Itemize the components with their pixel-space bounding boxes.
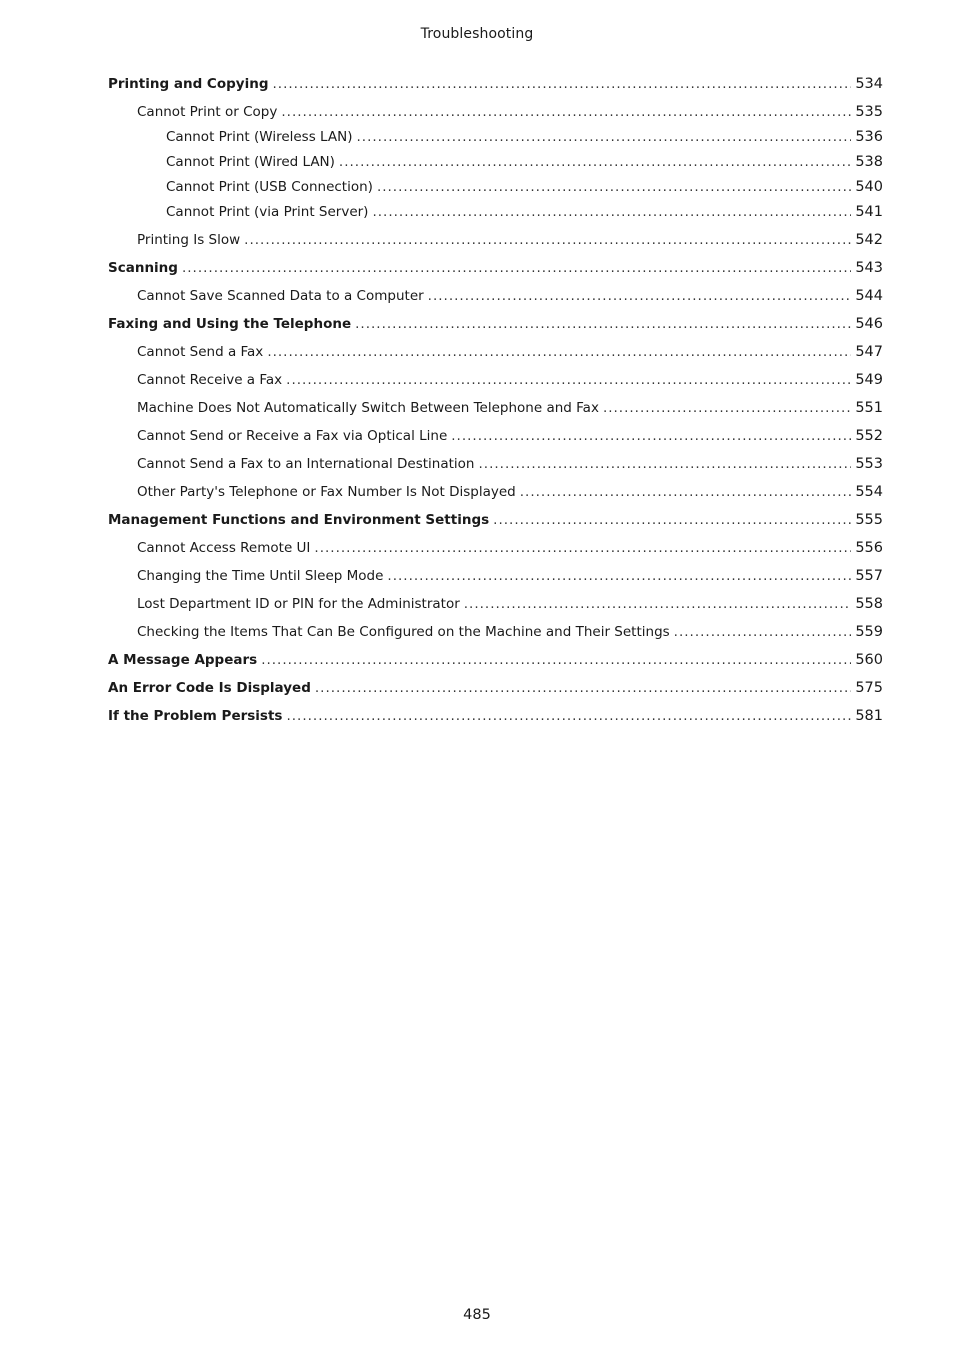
page-number: 485 bbox=[463, 1307, 491, 1323]
toc-entry-title: Cannot Send a Fax bbox=[137, 344, 264, 360]
toc-entry[interactable] bbox=[108, 568, 883, 588]
toc-entry[interactable] bbox=[108, 708, 883, 728]
toc-entry-page: 554 bbox=[855, 484, 883, 500]
toc-entry-title: Checking the Items That Can Be Configured on the Machine and Their Settings bbox=[137, 624, 670, 640]
toc-entry[interactable] bbox=[108, 154, 883, 174]
toc-entry-title: Cannot Print or Copy bbox=[137, 104, 278, 120]
toc-entry[interactable] bbox=[108, 428, 883, 448]
toc-entry-page: 538 bbox=[855, 154, 883, 170]
toc-leader-dots bbox=[272, 76, 851, 92]
toc-entry-title: Management Functions and Environment Settings bbox=[108, 512, 490, 528]
toc-entry-page: 544 bbox=[855, 288, 883, 304]
toc-entry-page: 553 bbox=[855, 456, 883, 472]
toc-leader-dots bbox=[261, 652, 851, 668]
toc-entry-page: 560 bbox=[855, 652, 883, 668]
toc-entry-title: Cannot Print (Wired LAN) bbox=[166, 154, 335, 170]
toc-leader-dots bbox=[356, 129, 851, 145]
toc-entry-title: Lost Department ID or PIN for the Administrator bbox=[137, 596, 460, 612]
toc-entry-page: 536 bbox=[855, 129, 883, 145]
toc-entry-title: Cannot Print (USB Connection) bbox=[166, 179, 373, 195]
toc-entry-page: 558 bbox=[855, 596, 883, 612]
toc-entry[interactable] bbox=[108, 596, 883, 616]
toc-leader-dots bbox=[451, 428, 851, 444]
toc-entry-page: 551 bbox=[855, 400, 883, 416]
toc-entry-page: 559 bbox=[855, 624, 883, 640]
toc-entry-title: Cannot Send a Fax to an International Destination bbox=[137, 456, 475, 472]
toc-entry[interactable] bbox=[108, 680, 883, 700]
toc-leader-dots bbox=[315, 680, 851, 696]
toc-entry[interactable] bbox=[108, 652, 883, 672]
toc-entry-title: A Message Appears bbox=[108, 652, 258, 668]
toc-entry-page: 546 bbox=[855, 316, 883, 332]
toc-leader-dots bbox=[674, 624, 851, 640]
toc-entry-page: 581 bbox=[855, 708, 883, 724]
toc-entry-page: 543 bbox=[855, 260, 883, 276]
toc-entry-title: Other Party's Telephone or Fax Number Is Not Displayed bbox=[137, 484, 516, 500]
toc-entry[interactable] bbox=[108, 540, 883, 560]
toc-entry[interactable] bbox=[108, 512, 883, 532]
toc-entry[interactable] bbox=[108, 260, 883, 280]
toc-entry-title: Cannot Access Remote UI bbox=[137, 540, 311, 556]
toc-entry-page: 556 bbox=[855, 540, 883, 556]
toc-entry-title: Cannot Send or Receive a Fax via Optical Line bbox=[137, 428, 448, 444]
toc-entry-title: Cannot Print (Wireless LAN) bbox=[166, 129, 353, 145]
toc-leader-dots bbox=[520, 484, 851, 500]
toc-entry[interactable] bbox=[108, 344, 883, 364]
toc-leader-dots bbox=[603, 400, 851, 416]
toc-leader-dots bbox=[493, 512, 851, 528]
toc-entry-title: Faxing and Using the Telephone bbox=[108, 316, 352, 332]
toc-entry[interactable] bbox=[108, 204, 883, 224]
toc-entry[interactable] bbox=[108, 104, 883, 124]
toc-entry-title: An Error Code Is Displayed bbox=[108, 680, 311, 696]
toc-entry[interactable] bbox=[108, 624, 883, 644]
toc-entry[interactable] bbox=[108, 232, 883, 252]
toc-leader-dots bbox=[355, 316, 851, 332]
toc-entry[interactable] bbox=[108, 372, 883, 392]
toc-entry[interactable] bbox=[108, 400, 883, 420]
toc-entry-title: Cannot Save Scanned Data to a Computer bbox=[137, 288, 424, 304]
toc-leader-dots bbox=[314, 540, 851, 556]
toc-entry[interactable] bbox=[108, 288, 883, 308]
toc-entry-page: 557 bbox=[855, 568, 883, 584]
toc-entry-page: 547 bbox=[855, 344, 883, 360]
toc-entry[interactable] bbox=[108, 316, 883, 336]
toc-leader-dots bbox=[286, 372, 851, 388]
toc-entry-title: Cannot Print (via Print Server) bbox=[166, 204, 369, 220]
toc-leader-dots bbox=[387, 568, 851, 584]
toc-entry-page: 541 bbox=[855, 204, 883, 220]
toc-entry-page: 549 bbox=[855, 372, 883, 388]
toc-leader-dots bbox=[244, 232, 851, 248]
toc-leader-dots bbox=[182, 260, 851, 276]
toc-leader-dots bbox=[286, 708, 851, 724]
toc-leader-dots bbox=[339, 154, 851, 170]
toc-entry[interactable] bbox=[108, 456, 883, 476]
toc-entry-page: 575 bbox=[855, 680, 883, 696]
toc-entry-title: Machine Does Not Automatically Switch Between Telephone and Fax bbox=[137, 400, 599, 416]
toc-entry[interactable] bbox=[108, 129, 883, 149]
toc-entry[interactable] bbox=[108, 76, 883, 96]
toc-entry-page: 540 bbox=[855, 179, 883, 195]
toc-leader-dots bbox=[478, 456, 851, 472]
toc-entry-title: Scanning bbox=[108, 260, 178, 276]
toc-entry-title: Printing Is Slow bbox=[137, 232, 241, 248]
toc-leader-dots bbox=[372, 204, 851, 220]
page-header: Troubleshooting bbox=[420, 26, 534, 42]
toc-entry-page: 542 bbox=[855, 232, 883, 248]
toc-leader-dots bbox=[377, 179, 851, 195]
toc-entry-title: Printing and Copying bbox=[108, 76, 269, 92]
toc-leader-dots bbox=[428, 288, 851, 304]
toc-leader-dots bbox=[281, 104, 851, 120]
toc-entry-page: 535 bbox=[855, 104, 883, 120]
toc-entry[interactable] bbox=[108, 484, 883, 504]
toc-entry[interactable] bbox=[108, 179, 883, 199]
toc-leader-dots bbox=[267, 344, 851, 360]
toc-entry-page: 552 bbox=[855, 428, 883, 444]
toc-leader-dots bbox=[464, 596, 851, 612]
toc-entry-title: If the Problem Persists bbox=[108, 708, 283, 724]
toc-entry-title: Changing the Time Until Sleep Mode bbox=[137, 568, 384, 584]
toc-entry-title: Cannot Receive a Fax bbox=[137, 372, 283, 388]
toc-entry-page: 555 bbox=[855, 512, 883, 528]
toc-entry-page: 534 bbox=[855, 76, 883, 92]
